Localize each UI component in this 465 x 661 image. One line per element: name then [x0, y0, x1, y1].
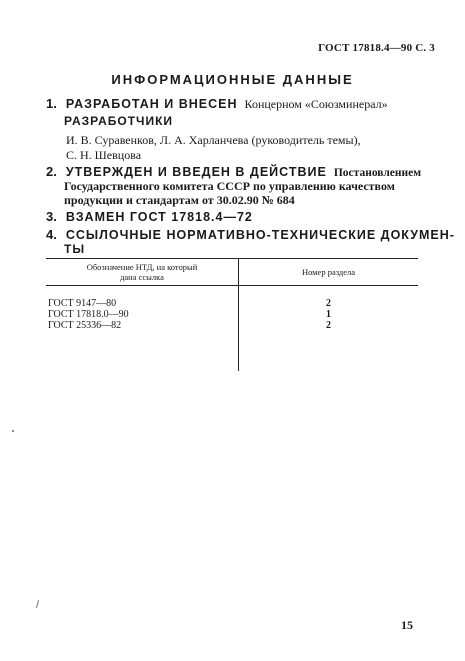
section-1 [46, 96, 388, 112]
section-4-number: 4. [46, 227, 57, 242]
section-4 [46, 227, 455, 243]
section-2-text-line1: Постановлением [333, 167, 422, 179]
section-4-heading-line2: ТЫ [64, 242, 86, 256]
table-cell-section: 2 [326, 298, 331, 309]
page-number: 15 [401, 618, 413, 632]
reference-table-header [46, 259, 418, 286]
section-1-text: Концерном «Союзминерал» [244, 97, 388, 111]
section-1-subheading: РАЗРАБОТЧИКИ [64, 114, 174, 128]
table-row [46, 286, 418, 310]
column-header-doc [46, 259, 239, 286]
reference-table [46, 258, 418, 371]
table-cell-doc: ГОСТ 9147—80 [46, 286, 239, 310]
section-1-number: 1. [46, 96, 57, 111]
section-2-text-line3: продукции и стандартам от 30.02.90 № 684 [64, 193, 295, 207]
scan-mark [36, 600, 39, 608]
table-cell-doc: ГОСТ 17818.0—90 [46, 309, 239, 320]
column-header-doc-line2: дана ссылка [120, 272, 164, 282]
table-row [46, 309, 418, 320]
section-1-developers-line1: И. В. Суравенков, Л. А. Харланчева (руководитель темы), [66, 133, 361, 147]
section-4-heading-line1: ССЫЛОЧНЫЕ НОРМАТИВНО-ТЕХНИЧЕСКИЕ ДОКУМЕН- [65, 228, 455, 242]
section-1-developers-line2: С. Н. Шевцова [66, 148, 142, 162]
header-doc-ref: ГОСТ 17818.4—90 С. 3 [318, 42, 435, 54]
table-row [46, 320, 418, 371]
section-3-heading: ВЗАМЕН ГОСТ 17818.4—72 [65, 210, 253, 224]
page-title: ИНФОРМАЦИОННЫЕ ДАННЫЕ [111, 72, 354, 87]
section-1-heading: РАЗРАБОТАН И ВНЕСЕН [65, 97, 238, 111]
table-cell-section: 2 [326, 320, 331, 331]
column-header-doc-line1: Обозначение НТД, на который [86, 262, 198, 272]
section-2-number: 2. [46, 164, 57, 179]
column-header-section: Номер раздела [239, 259, 419, 286]
scan-speck [12, 430, 14, 432]
section-2-text-line2: Государственного комитета СССР по управлению качеством [64, 179, 395, 193]
table-cell-doc: ГОСТ 25336—82 [46, 320, 239, 371]
section-3-number: 3. [46, 209, 57, 224]
section-3 [46, 209, 253, 225]
table-cell-section: 1 [326, 309, 331, 320]
section-2-heading: УТВЕРЖДЕН И ВВЕДЕН В ДЕЙСТВИЕ [65, 165, 327, 179]
